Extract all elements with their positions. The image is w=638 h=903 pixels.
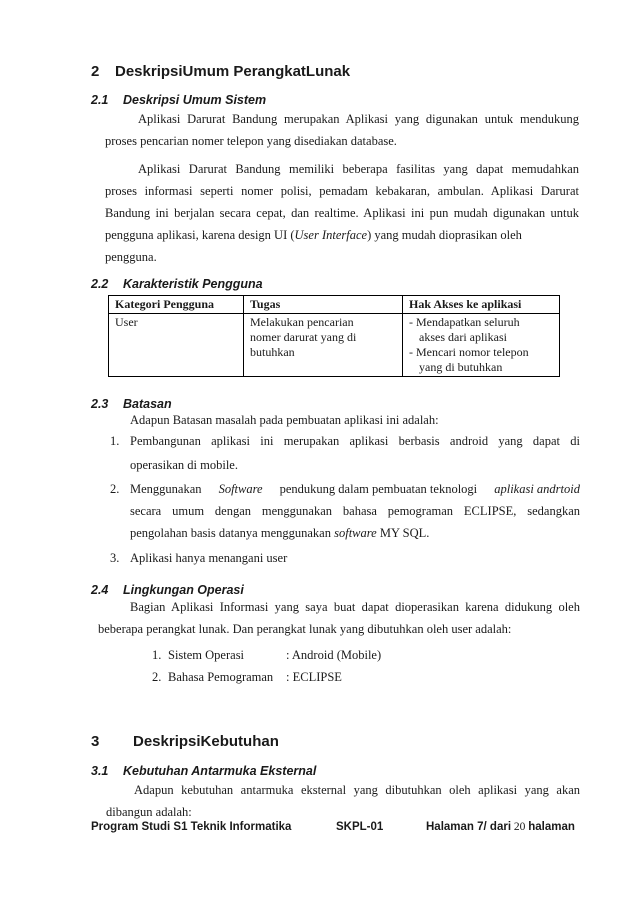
cell-line: nomer darurat yang di [250, 330, 357, 344]
table-cell [244, 314, 403, 377]
text-line: Aplikasi Darurat Bandung memiliki beberapa fasilitas yang dapat memudahkan [138, 162, 579, 176]
table-cell: User [109, 314, 244, 377]
italic-term: software [334, 526, 377, 540]
cell-line: butuhkan [250, 345, 295, 359]
cell-line: - Mendapatkan seluruh [409, 315, 520, 329]
subsection-3-1-heading [91, 764, 316, 778]
list-number: 1. [152, 648, 162, 662]
column-header: Tugas [244, 296, 403, 314]
text-segment: ) yang mudah dioprasikan oleh [367, 228, 522, 242]
subsection-number: 2.4 [91, 583, 109, 597]
text-line: proses informasi seperti nomer polisi, pemadam kebakaran, ambulan. Aplikasi Darurat [105, 184, 579, 198]
cell-line: Melakukan pencarian [250, 315, 354, 329]
subsection-number: 2.1 [91, 93, 109, 107]
text-line: Bagian Aplikasi Informasi yang saya buat dapat dioperasikan karena didukung oleh [130, 600, 580, 614]
subsection-number: 2.3 [91, 397, 109, 411]
text-line: operasikan di mobile. [130, 458, 238, 472]
list-number: 2. [110, 482, 120, 496]
footer-page-number [426, 821, 575, 833]
cell-line: yang di butuhkan [419, 360, 503, 374]
text-line [110, 522, 580, 544]
batasan-intro: Adapun Batasan masalah pada pembuatan aplikasi ini adalah: [130, 413, 439, 427]
lingkungan-paragraph [98, 596, 580, 640]
italic-term: aplikasi andrtoid [494, 482, 580, 496]
italic-term: Software [218, 482, 263, 496]
column-header: Hak Akses ke aplikasi [403, 296, 560, 314]
subsection-title: Deskripsi Umum Sistem [123, 93, 267, 107]
section-title: DeskripsiUmum PerangkatLunak [115, 63, 351, 80]
subsection-2-1-heading [91, 93, 266, 107]
footer-document-code: SKPL-01 [336, 821, 384, 833]
list-item [152, 666, 381, 688]
item-label: Sistem Operasi [168, 648, 245, 662]
section-3-heading [91, 733, 279, 750]
batasan-list [110, 430, 580, 570]
subsection-2-2-heading [91, 277, 263, 291]
footer-page-text: Halaman 7/ dari [426, 821, 512, 833]
list-item [152, 644, 381, 666]
text-line: Aplikasi hanya menangani user [130, 551, 288, 565]
section-number: 2 [91, 63, 100, 80]
subsection-title: Kebutuhan Antarmuka Eksternal [123, 764, 317, 778]
list-number: 3. [110, 551, 120, 565]
text-segment: Menggunakan [130, 482, 202, 496]
column-header: Kategori Pengguna [109, 296, 244, 314]
text-segment: pengolahan basis datanya menggunakan [130, 526, 331, 540]
subsection-title: Karakteristik Pengguna [123, 277, 263, 291]
subsection-title: Lingkungan Operasi [123, 583, 244, 597]
text-line [105, 224, 579, 246]
list-item [110, 478, 580, 500]
subsection-2-4-heading [91, 583, 244, 597]
footer-program-studi: Program Studi S1 Teknik Informatika [91, 821, 292, 833]
kebutuhan-paragraph [106, 779, 580, 823]
section-title: DeskripsiKebutuhan [133, 733, 279, 750]
text-line: Pembangunan aplikasi ini merupakan aplikasi berbasis android yang dapat di [130, 434, 580, 448]
cell-line: akses dari aplikasi [419, 330, 507, 344]
text-line: secara umum dengan menggunakan bahasa pemograman ECLIPSE, sedangkan [130, 504, 580, 518]
list-number: 2. [152, 670, 162, 684]
text-line [130, 478, 580, 500]
text-line: Bandung ini berjalan secara cepat, dan realtime. Aplikasi ini pun mudah digunakan untuk [105, 206, 579, 220]
section-number: 3 [91, 733, 100, 750]
subsection-2-3-heading [91, 397, 172, 411]
user-characteristics-table [108, 295, 560, 377]
text-line: Aplikasi Darurat Bandung merupakan Aplikasi yang digunakan untuk mendukung [138, 112, 579, 126]
subsection-title: Batasan [123, 397, 172, 411]
text-line: Adapun kebutuhan antarmuka eksternal yang dibutuhkan oleh aplikasi yang akan [134, 783, 580, 797]
software-list [152, 644, 381, 688]
cell-line: - Mencari nomor telepon [409, 345, 529, 359]
subsection-number: 2.2 [91, 277, 109, 291]
text-line: pengguna. [105, 250, 157, 264]
list-item [110, 546, 580, 570]
table-header-row [109, 296, 560, 314]
item-value: : ECLIPSE [286, 670, 342, 684]
subsection-number: 3.1 [91, 764, 109, 778]
description-paragraph [105, 108, 579, 268]
section-2-heading [91, 63, 350, 80]
table-cell [403, 314, 560, 377]
text-line: proses pencarian nomer telepon yang disediakan database. [105, 134, 397, 148]
text-line: dibangun adalah: [106, 805, 192, 819]
italic-term: User Interface [294, 228, 368, 242]
item-label: Bahasa Pemograman [168, 670, 274, 684]
footer-total-pages: 20 [513, 821, 526, 833]
text-line: beberapa perangkat lunak. Dan perangkat lunak yang dibutuhkan oleh user adalah: [98, 622, 512, 636]
text-segment: MY SQL. [379, 526, 430, 540]
text-segment: pengguna aplikasi, karena design UI ( [105, 228, 295, 242]
list-number: 1. [110, 434, 120, 448]
table-row [109, 314, 560, 377]
text-segment: pendukung dalam pembuatan teknologi [279, 482, 478, 496]
item-value: : Android (Mobile) [286, 648, 382, 662]
list-item [110, 430, 580, 452]
footer-page-suffix: halaman [528, 821, 575, 833]
